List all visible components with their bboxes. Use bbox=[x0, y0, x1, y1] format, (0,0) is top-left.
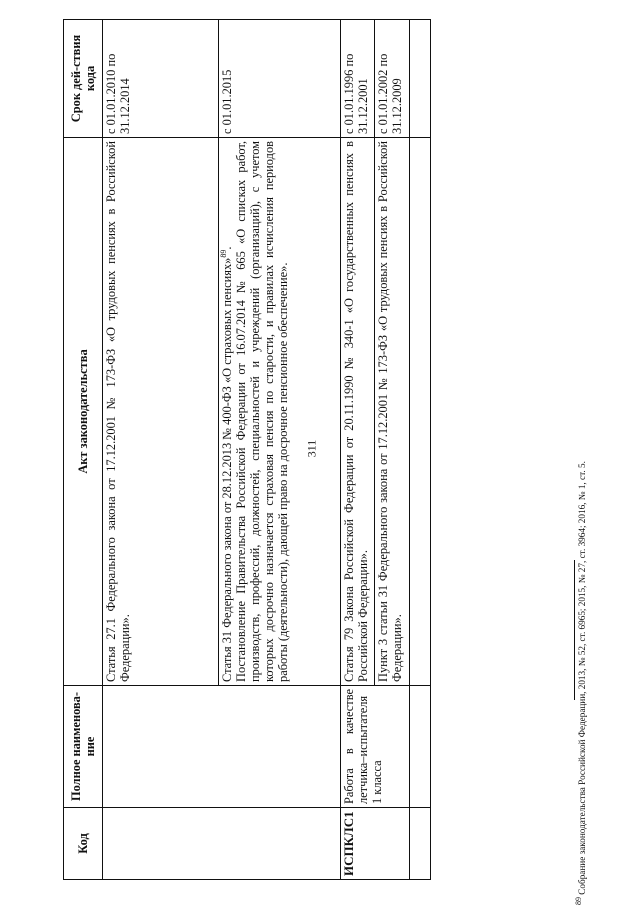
act-text: Постановление Правительства Российской Федерации от 16.07.2014 № 665 «О списках работ, производств, профессий, должностей, специальностей и учреждений (организаций), с учетом которых досрочно назначается страховая пенсия по старости, и правилах исчисления периодов работы (деятельности), дающей право на досрочное пенсионное обеспечение». bbox=[234, 141, 290, 682]
act-text: Статья 31 Федерального закона от 28.12.2013 № 400-ФЗ «О страховых пенсиях» bbox=[220, 257, 234, 682]
cell-empty bbox=[410, 808, 431, 880]
period-entry: с 01.01.2002 по 31.12.2009 bbox=[374, 20, 408, 137]
cell-acts bbox=[103, 138, 341, 686]
cell-empty bbox=[410, 138, 431, 686]
footnote-mark: 89 bbox=[574, 897, 583, 905]
act-entry: Статья 79 Закона Российской Федерации от 20.11.1990 № 340-1 «О государственных пенсиях в Российской Федерации». bbox=[342, 141, 370, 682]
rotated-table-area bbox=[63, 20, 443, 880]
table-row bbox=[341, 20, 410, 880]
period-entry: с 01.01.2015 bbox=[218, 20, 238, 137]
table-header-row bbox=[64, 20, 103, 880]
act-entry: Пункт 3 статьи 31 Федерального закона от 17.12.2001 № 173-ФЗ «О трудовых пенсиях в Российской Федерации». bbox=[374, 138, 408, 685]
cell-name-empty bbox=[103, 686, 341, 808]
period-entry: с 01.01.1996 по 31.12.2001 bbox=[342, 53, 370, 134]
page-number: 311 bbox=[304, 439, 319, 458]
cell-code: ИСПКЛС1 bbox=[341, 808, 410, 880]
cell-full-name: Работа в качестве летчика–испытателя 1 класса bbox=[341, 686, 410, 808]
period-entry: с 01.01.2010 по 31.12.2014 bbox=[104, 53, 132, 134]
footnote-separator bbox=[574, 560, 576, 700]
cell-code-empty bbox=[103, 808, 341, 880]
cell-periods bbox=[103, 20, 341, 138]
cell-empty bbox=[410, 20, 431, 138]
table-row bbox=[103, 20, 341, 880]
header-period: Срок дей-ствия кода bbox=[64, 20, 103, 138]
cell-periods bbox=[341, 20, 410, 138]
act-entry: Статья 31 Федерального закона от 28.12.2013 № 400-ФЗ «О страховых пенсиях»$^{89}$. Постановление Правительства Российской Федерации от 16.07.2014 № 665 «О списках работ, производств, профессий, должностей, специальностей и учреждений (организаций), с учетом которых досрочно назначается страховая пенсия по старости, и правилах исчисления периодов работы (деятельности), дающей право на досрочное пенсионное обеспечение». bbox=[218, 138, 294, 685]
footnote-text: Собрание законодательства Российской Федерации, 2013, № 52, ст. 6965; 2015, № 27, ст. 3964; 2016, № 1, ст. 5. bbox=[577, 461, 587, 895]
header-code: Код bbox=[64, 808, 103, 880]
table-row bbox=[410, 20, 431, 880]
act-entry: Статья 27.1 Федерального закона от 17.12.2001 № 173-ФЗ «О трудовых пенсиях в Российской Федерации». bbox=[104, 141, 132, 682]
cell-empty bbox=[410, 686, 431, 808]
header-act: Акт законодательства bbox=[64, 138, 103, 686]
codes-table bbox=[63, 19, 431, 880]
cell-acts bbox=[341, 138, 410, 686]
footnote bbox=[574, 461, 587, 905]
header-full-name: Полное наименова-ние bbox=[64, 686, 103, 808]
footnote-mark: 89 bbox=[219, 249, 228, 258]
